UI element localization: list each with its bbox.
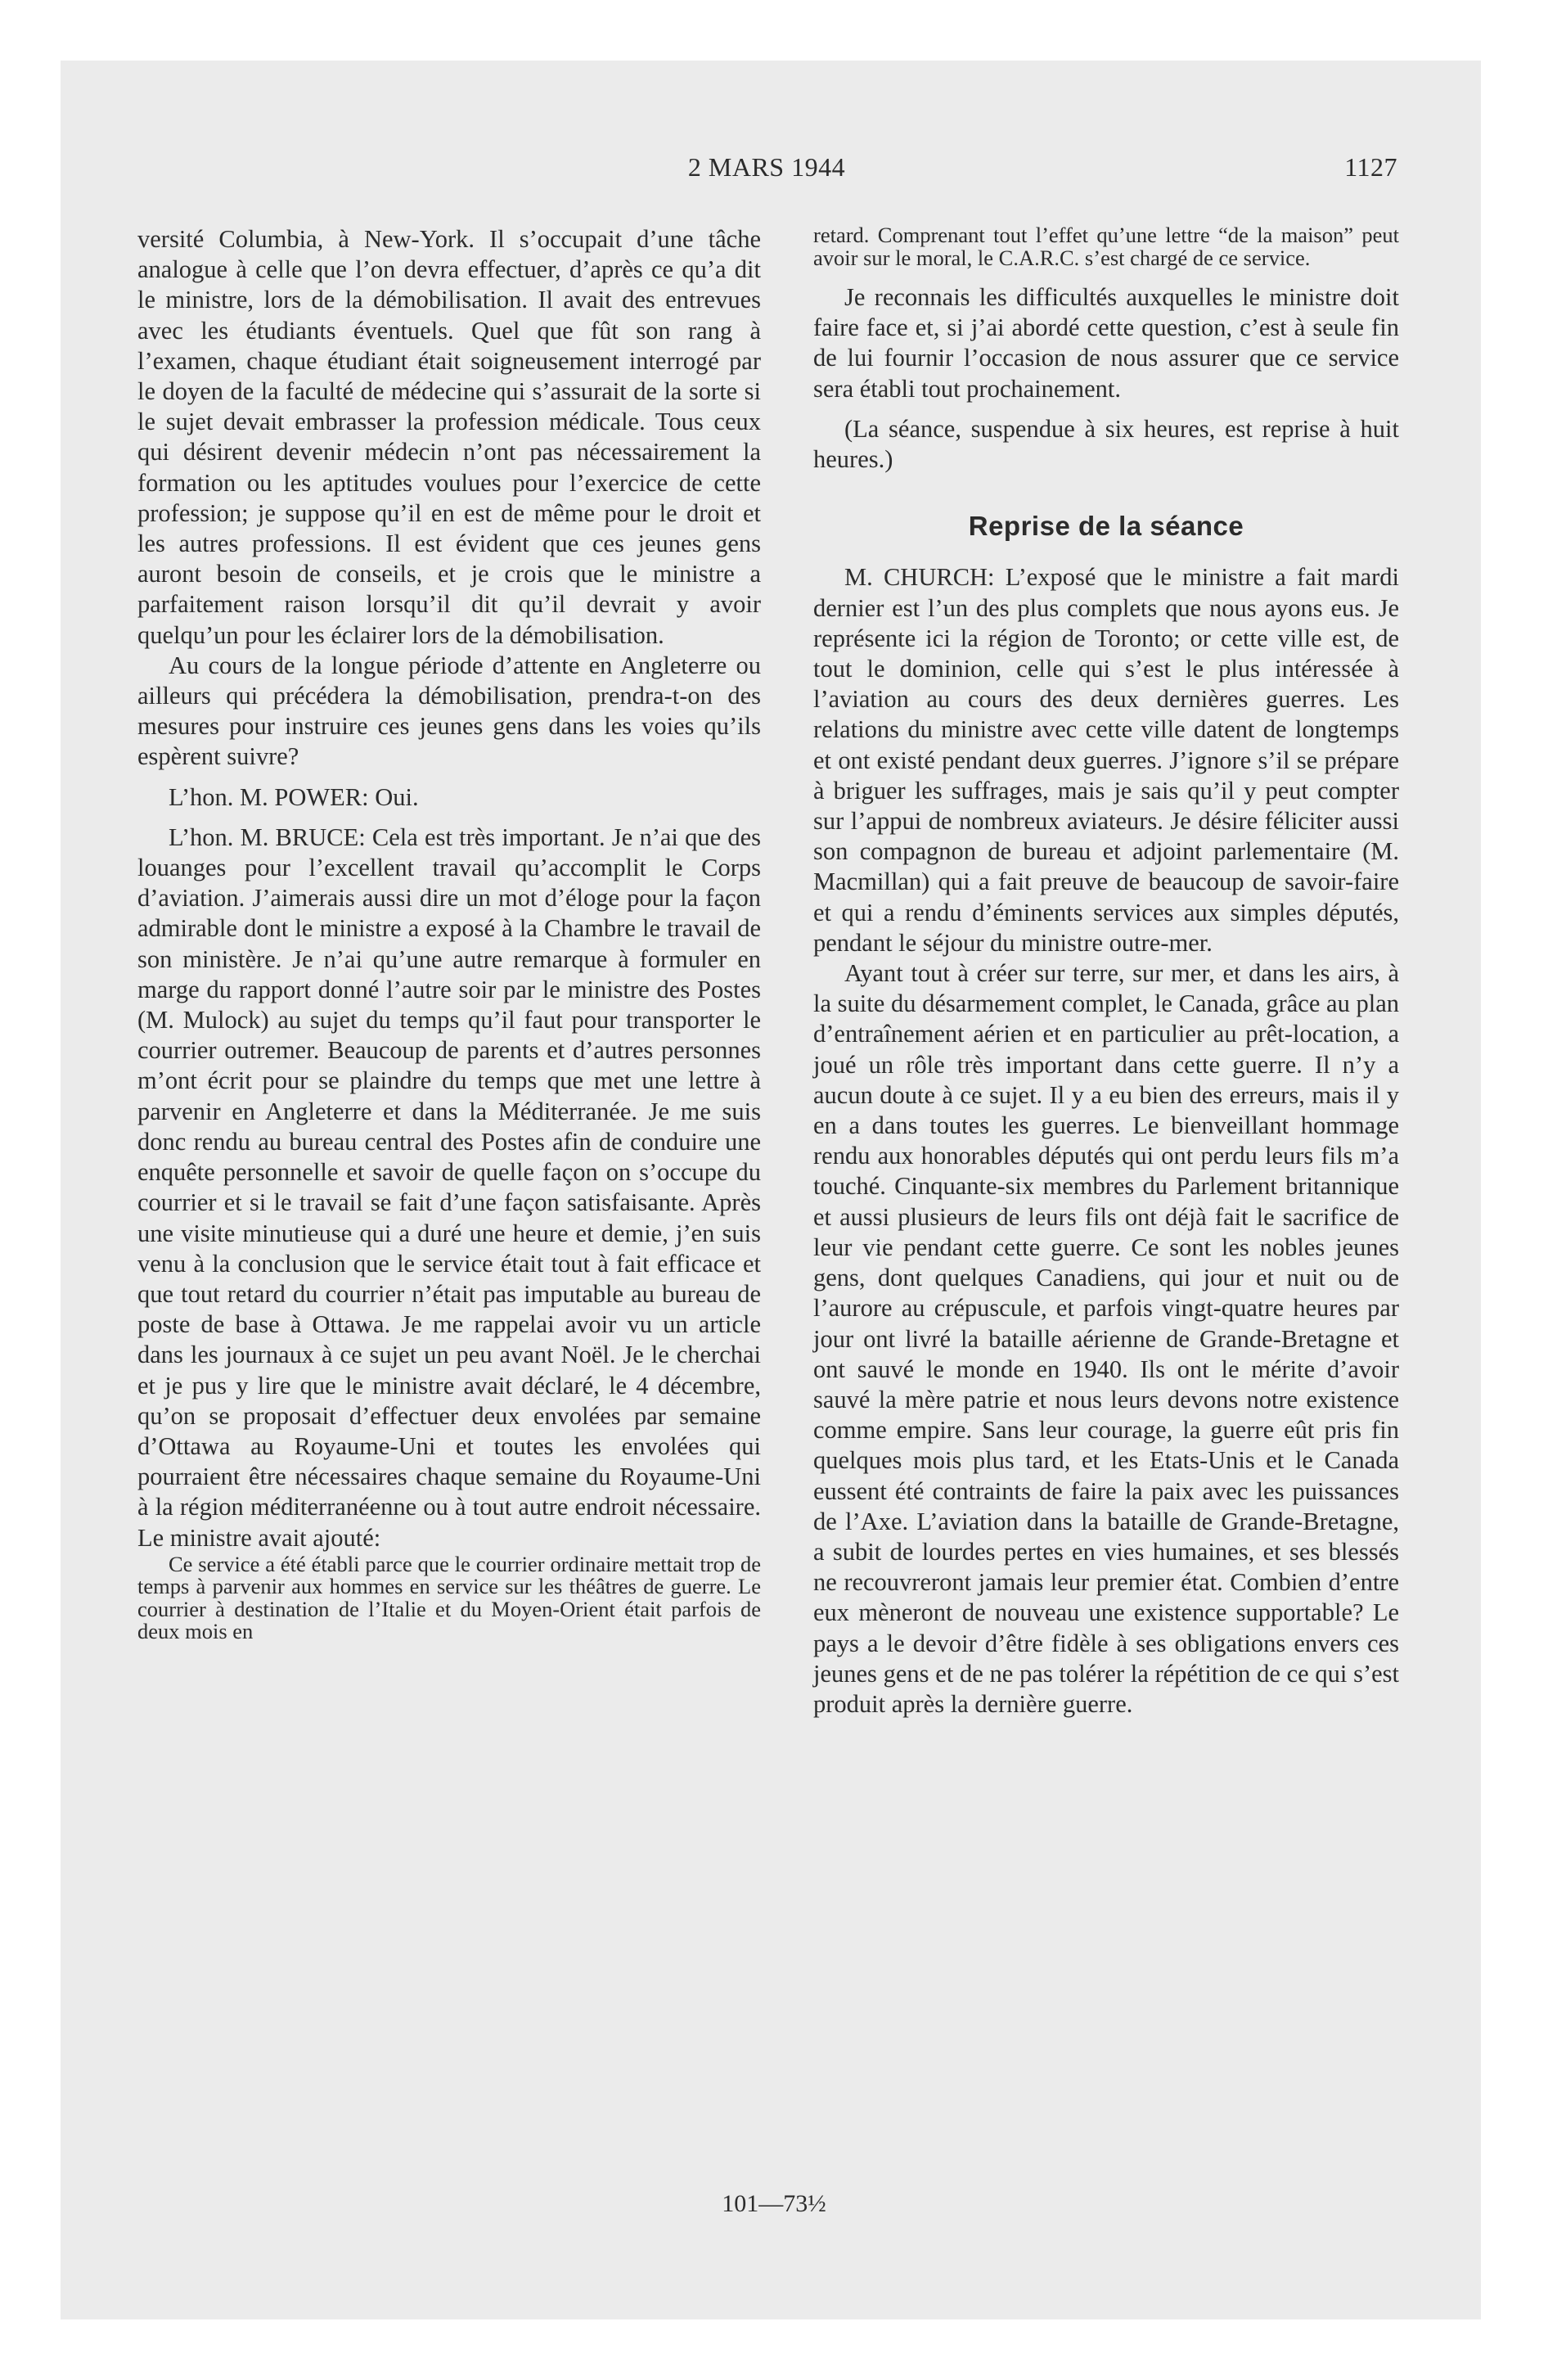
- section-heading: Reprise de la séance: [968, 511, 1244, 542]
- paragraph: (La séance, suspendue à six heures, est reprise à huit heures.): [813, 414, 1399, 474]
- paragraph: Au cours de la longue période d’attente en Angleterre ou ailleurs qui précédera la démobilisation, prendra-t-on des mesures pour instruire ces jeunes gens dans les voies qu’ils espèrent suivre?: [137, 651, 761, 771]
- paragraph: Je reconnais les difficultés auxquelles le ministre doit faire face et, si j’ai abordé cette question, c’est à seule fin de lui fournir l’occasion de nous assurer que ce service sera établi tout prochainement.: [813, 283, 1399, 403]
- right-column: [813, 224, 1399, 1720]
- paragraph: M. CHURCH: L’exposé que le ministre a fait mardi dernier est l’un des plus complets que nous ayons eus. Je représente ici la région de Toronto; or cette ville est, de tout le dominion, celle qui s’est le plus intéressée à l’aviation au cours des deux dernières guerres. Les relations du ministre avec cette ville datent de longtemps et ont existé pendant deux guerres. J’ignore s’il se prépare à briguer les suffrages, mais je sais qu’il y peut compter sur l’appui de nombreux aviateurs. Je désire féliciter aussi son compagnon de bureau et adjoint parlementaire (M. Macmillan) qui a fait preuve de beaucoup de savoir-faire et qui a rendu d’éminents services aux simples députés, pendant le séjour du ministre outre-mer.: [813, 563, 1399, 957]
- paragraph: L’hon. M. BRUCE: Cela est très important. Je n’ai que des louanges pour l’excellent travail qu’accomplit le Corps d’aviation. J’aimerais aussi dire un mot d’éloge pour la façon admirable dont le ministre a exposé à la Chambre le travail de son ministère. Je n’ai qu’une autre remarque à formuler en marge du rapport donné l’autre soir par le ministre des Postes (M. Mulock) au sujet du temps qu’il faut pour transporter le courrier outremer. Beaucoup de parents et d’autres personnes m’ont écrit pour se plaindre du temps que met une lettre à parvenir en Angleterre et dans la Méditerranée. Je me suis donc rendu au bureau central des Postes afin de conduire une enquête personnelle et savoir de quelle façon on s’occupe du courrier et si le travail se fait d’une façon satisfaisante. Après une visite minutieuse qui a duré une heure et demie, j’en suis venu à la conclusion que le service était tout à fait efficace et que tout retard du courrier n’était pas imputable au bureau de poste de base à Ottawa. Je me rappelai avoir vu un article dans les journaux à ce sujet un peu avant Noël. Je le cherchai et je pus y lire que le ministre avait déclaré, le 4 décembre, qu’on se proposait d’effectuer deux envolées par semaine d’Ottawa au Royaume-Uni et toutes les envolées qui pourraient être nécessaires chaque semaine du Royaume-Uni à la région méditerranéenne ou à tout autre endroit nécessaire. Le ministre avait ajouté:: [137, 823, 761, 1552]
- quotation: Ce service a été établi parce que le courrier ordinaire mettait trop de temps à parvenir aux hommes en service sur les théâtres de guerre. Le courrier à destination de l’Italie et du Moyen-Orient était parfois de deux mois en: [137, 1551, 761, 1644]
- header-date: 2 MARS 1944: [687, 152, 846, 182]
- paragraph: versité Columbia, à New-York. Il s’occupait d’une tâche analogue à celle que l’on devra effectuer, d’après ce qu’a dit le ministre, lors de la démobilisation. Il avait des entrevues avec les étudiants éventuels. Quel que fût son rang à l’examen, chaque étudiant était soigneusement interrogé par le doyen de la faculté de médecine qui s’assurait de la sorte si le sujet devait embrasser la profession médicale. Tous ceux qui désirent devenir médecin n’ont pas nécessairement la formation ou les aptitudes voulues pour l’exercice de cette profession; je suppose qu’il en est de même pour le droit et les autres professions. Il est évident que ces jeunes gens auront besoin de conseils, et je crois que le ministre a parfaitement raison lorsqu’il dit qu’il devrait y avoir quelqu’un pour les éclairer lors de la démobilisation.: [137, 225, 761, 649]
- paragraph: L’hon. M. POWER: Oui.: [169, 782, 419, 811]
- paragraph: Ayant tout à créer sur terre, sur mer, et dans les airs, à la suite du désarmement complet, le Canada, grâce au plan d’entraînement aérien et en particulier au prêt-location, a joué un rôle très important dans cette guerre. Il n’y a aucun doute à ce sujet. Il y a eu bien des erreurs, mais il y en a dans toutes les guerres. Le bienveillant hommage rendu aux honorables députés qui ont perdu leurs fils m’a touché. Cinquante-six membres du Parlement britannique et aussi plusieurs de leurs fils ont déjà fait le sacrifice de leur vie pendant cette guerre. Ce sont les nobles jeunes gens, dont quelques Canadiens, qui jour et nuit ou de l’aurore au crépuscule, et parfois vingt-quatre heures par jour ont livré la bataille aérienne de Grande-Bretagne et ont sauvé le monde en 1940. Ils ont le mérite d’avoir sauvé la mère patrie et nous leurs devons notre existence comme empire. Sans leur courage, la guerre eût pris fin quelques mois plus tard, et les Etats-Unis et le Canada eussent été contraints de faire la paix avec les puissances de l’Axe. L’aviation dans la bataille de Grande-Bretagne, a subit de lourdes pertes en vies humaines, et ses blessés ne recouvreront jamais leur premier état. Combien d’entre eux mèneront de nouveau une existence supportable? Le pays a le devoir d’être fidèle à ses obligations envers ces jeunes gens et de ne pas tolérer la répétition de ce qui s’est produit après la dernière guerre.: [813, 959, 1399, 1718]
- signature-mark: 101—73½: [722, 2190, 826, 2217]
- left-column: [137, 224, 761, 1643]
- page-header: [136, 152, 1397, 193]
- page-number: 1127: [1344, 152, 1397, 182]
- quotation-continued: retard. Comprenant tout l’effet qu’une lettre “de la maison” peut avoir sur le moral, le C.A.R.C. s’est chargé de ce service.: [813, 223, 1399, 270]
